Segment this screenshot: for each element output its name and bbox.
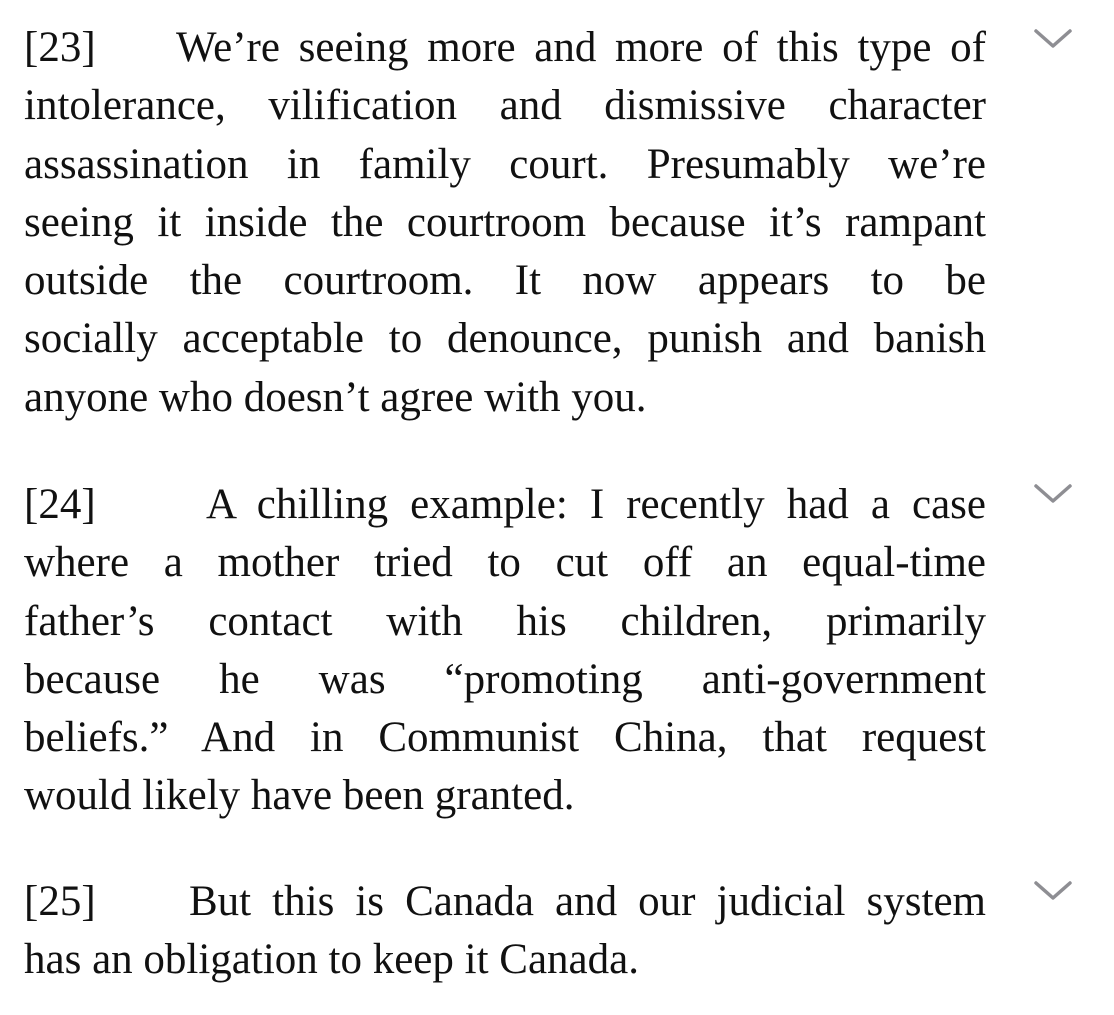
chevron-down-icon[interactable]	[1033, 483, 1073, 505]
paragraph-line	[24, 19, 986, 77]
paragraph-line-text: A chilling example: I recently had a case	[206, 481, 986, 528]
paragraph-line: outside the courtroom. It now appears to be	[24, 257, 986, 305]
paragraph-line-text: We’re seeing more and more of this type of	[176, 24, 986, 71]
paragraph-line: would likely have been granted.	[24, 772, 575, 820]
chevron-down-icon[interactable]	[1033, 28, 1073, 50]
paragraph-line-text: But this is Canada and our judicial system	[189, 878, 986, 925]
paragraph-line: assassination in family court. Presumably we’re	[24, 140, 986, 188]
paragraph-line	[24, 476, 986, 534]
paragraph-number: [24]	[24, 481, 96, 528]
paragraph-23	[24, 19, 986, 427]
paragraph-line: father’s contact with his children, primarily	[24, 597, 986, 645]
paragraph-25	[24, 873, 986, 990]
paragraph-line	[24, 873, 986, 931]
paragraph-line: socially acceptable to denounce, punish and banish	[24, 315, 986, 363]
paragraph-number: [25]	[24, 878, 96, 925]
paragraph-line: where a mother tried to cut off an equal-time	[24, 539, 986, 587]
paragraph-line: has an obligation to keep it Canada.	[24, 936, 639, 984]
paragraph-line: seeing it inside the courtroom because it’s rampant	[24, 198, 986, 246]
paragraph-line: beliefs.” And in Communist China, that request	[24, 714, 986, 762]
paragraph-line: because he was “promoting anti-government	[24, 655, 986, 703]
paragraph-24	[24, 476, 986, 826]
chevron-down-icon[interactable]	[1033, 880, 1073, 902]
paragraph-line: intolerance, vilification and dismissive character	[24, 82, 986, 130]
paragraph-number: [23]	[24, 24, 96, 71]
paragraph-line: anyone who doesn’t agree with you.	[24, 373, 647, 421]
